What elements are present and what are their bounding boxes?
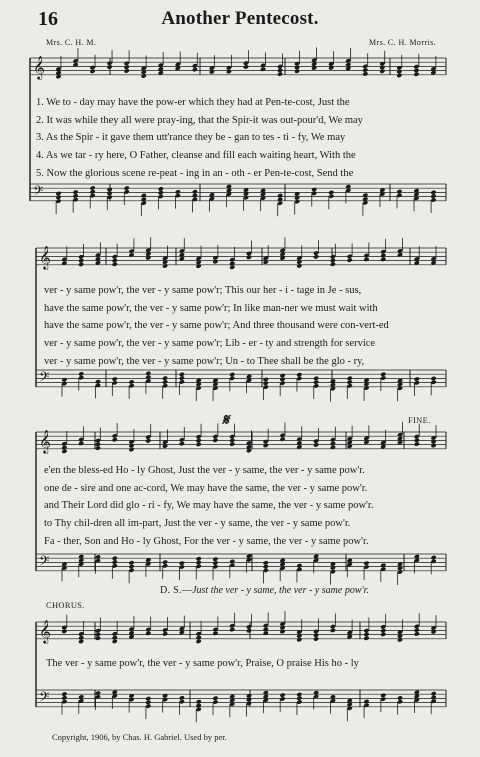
bass-clef-icon: 𝄢 <box>39 553 50 572</box>
verse-1-line: ver - y same pow'r, the ver - y same pow'r; This our her - i - tage in Je - sus, <box>44 285 362 296</box>
hymn-title: Another Pentecost. <box>161 8 319 29</box>
system2-treble-notehead <box>380 257 386 262</box>
system3-treble-notehead <box>196 442 202 447</box>
system1-treble-notehead <box>294 69 300 74</box>
system2-treble-notehead <box>263 259 269 264</box>
treble-clef-icon: 𝄞 <box>33 55 45 79</box>
chorus-treble-notehead <box>414 631 420 636</box>
system2-treble-notehead <box>212 259 218 264</box>
chorus-treble-notehead <box>363 636 369 641</box>
verse-4-line: 4. As we tar - ry here, O Father, cleanse and fill each waiting heart, With the <box>36 150 356 162</box>
verse-3-line: and Their Lord did glo - ri - fy, We may have the same, the ver - y same pow'r. <box>44 500 374 512</box>
chorus-treble-notehead <box>246 628 252 633</box>
lyricist-credit: Mrs. C. H. M. <box>46 38 97 47</box>
chorus-treble-notehead <box>263 630 269 635</box>
system1-treble-notehead <box>243 64 249 69</box>
system2-treble-notehead <box>78 262 84 267</box>
chorus-treble-notehead <box>397 637 403 642</box>
chorus-treble-notehead <box>229 627 235 632</box>
system3-treble-notehead <box>128 447 134 452</box>
bass-clef-icon: 𝄢 <box>39 369 50 388</box>
verse-5-line: 5. Now the glorious scene re-peat - ing in an - oth - er Pen-te-cost, Send the <box>36 167 354 179</box>
chorus-treble-notehead <box>95 636 101 641</box>
verse-5-line: ver - y same pow'r, the ver - y same pow'r; Un - to Thee shall be the glo - ry, <box>44 355 365 367</box>
system1-treble-notehead <box>379 69 385 74</box>
system2-treble-notehead <box>330 262 336 267</box>
copyright-notice: Copyright, 1906, by Chas. H. Gabriel. Used by per. <box>52 732 227 742</box>
system2-lyrics <box>44 282 454 370</box>
system1-treble-notehead <box>226 69 232 74</box>
system3-treble-notehead <box>229 441 235 446</box>
verse-3-line: have the same pow'r, the ver - y same pow'r; And three thousand were con-vert-ed <box>44 320 389 332</box>
treble-clef-icon: 𝄞 <box>39 619 51 643</box>
chorus-treble-notehead <box>212 631 218 636</box>
system1-treble-notehead <box>141 73 147 78</box>
system2-treble-notehead <box>112 262 118 267</box>
hymn-number: 16 <box>38 8 58 30</box>
chorus-treble-notehead <box>162 631 168 636</box>
system3-treble-notehead <box>212 438 218 443</box>
chorus-treble-notehead <box>313 636 319 641</box>
chorus-treble-notehead <box>61 629 67 634</box>
chorus-treble-notehead <box>145 631 151 636</box>
dal-segno-line <box>160 585 369 596</box>
system1-treble-notehead <box>90 69 96 74</box>
system1-lyrics <box>36 94 446 182</box>
system1-treble-notehead <box>328 65 334 70</box>
system3-treble-notehead <box>263 443 269 448</box>
verse-4-line: ver - y same pow'r, the ver - y same pow'r; Lib - er - ty and strength for service <box>44 338 376 350</box>
verse-3-line: 3. As the Spir - it gave them utt'rance they be - gan to tes - ti - fy, We may <box>36 132 346 144</box>
chorus-treble-notehead <box>196 639 202 644</box>
verse-2-line: have the same pow'r, the ver - y same pow'r; In like man-ner we must wait with <box>44 302 378 314</box>
verse-4-line: to Thy chil-dren all im-part, Just the ver - y same, the ver - y same pow'r. <box>44 518 351 530</box>
verse-1-line: e'en the bless-ed Ho - ly Ghost, Just the ver - y same, the ver - y same pow'r. <box>44 465 365 476</box>
system3-treble-notehead <box>179 441 185 446</box>
system2-treble-notehead <box>196 264 202 269</box>
system3-treble-notehead <box>112 437 118 442</box>
system2-treble-notehead <box>145 255 151 260</box>
system2-treble-notehead <box>229 265 235 270</box>
verse-1-line: 1. We to - day may have the pow-er which they had at Pen-te-cost, Just the <box>36 97 350 108</box>
system1-treble-notehead <box>209 69 215 74</box>
system2-treble-notehead <box>246 255 252 260</box>
composer-credit: Mrs. C. H. Morris. <box>369 38 436 47</box>
system2-treble-notehead <box>162 263 168 268</box>
treble-clef-icon: 𝄞 <box>39 245 51 269</box>
verse-2-line: one de - sire and one ac-cord, We may have the same, the ver - y same pow'r. <box>44 482 368 494</box>
system2-treble-notehead <box>363 257 369 262</box>
treble-clef-icon: 𝄞 <box>39 429 51 453</box>
dal-segno-label: D. S.— <box>160 585 193 596</box>
segno-sign: 𝄋 <box>222 412 229 429</box>
chorus-lyrics <box>46 655 456 673</box>
system1-treble-notehead <box>396 73 402 78</box>
system2-treble-notehead <box>296 263 302 268</box>
dal-segno-text: Just the ver - y same, the ver - y same pow'r. <box>192 585 369 596</box>
chorus-treble-notehead <box>296 637 302 642</box>
chorus-treble-notehead <box>431 629 437 634</box>
system1-treble-notehead <box>124 68 130 73</box>
system2-treble-notehead <box>128 252 134 257</box>
system1-treble-notehead <box>362 71 368 76</box>
system1-treble-notehead <box>277 71 283 76</box>
fine-marking: FINE. <box>408 415 431 425</box>
system1-treble-notehead <box>413 72 419 77</box>
system2-treble-notehead <box>347 258 353 263</box>
chorus-treble-notehead <box>279 629 285 634</box>
verse-2-line: 2. It was while they all were pray-ing, that the Spir-it was out-pour'd, We may <box>36 114 363 126</box>
system3-lyrics <box>44 462 454 550</box>
system3-treble-notehead <box>95 445 101 450</box>
chorus-label: CHORUS. <box>46 600 85 610</box>
system3-treble-notehead <box>431 443 437 448</box>
system3-treble-notehead <box>279 437 285 442</box>
chorus-treble-notehead <box>330 628 336 633</box>
system1-treble-notehead <box>192 67 198 72</box>
system2-treble-notehead <box>313 254 319 259</box>
system3-treble-notehead <box>78 441 84 446</box>
system3-treble-notehead <box>145 438 151 443</box>
system3-treble-notehead <box>414 441 420 446</box>
system3-treble-notehead <box>61 449 67 454</box>
system3-treble-notehead <box>313 442 319 447</box>
system1-treble-notehead <box>260 67 266 72</box>
chorus-line: The ver - y same pow'r, the ver - y same pow'r, Praise, O praise His ho - ly <box>46 658 359 669</box>
verse-5-line: Fa - ther, Son and Ho - ly Ghost, For the ver - y same, the ver - y same pow'r. <box>44 535 369 547</box>
chorus-treble-notehead <box>78 639 84 644</box>
chorus-treble-notehead <box>112 639 118 644</box>
bass-clef-icon: 𝄢 <box>33 183 44 202</box>
bass-clef-icon: 𝄢 <box>39 689 50 708</box>
chorus-treble-notehead <box>380 632 386 637</box>
system1-treble-notehead <box>107 64 113 69</box>
